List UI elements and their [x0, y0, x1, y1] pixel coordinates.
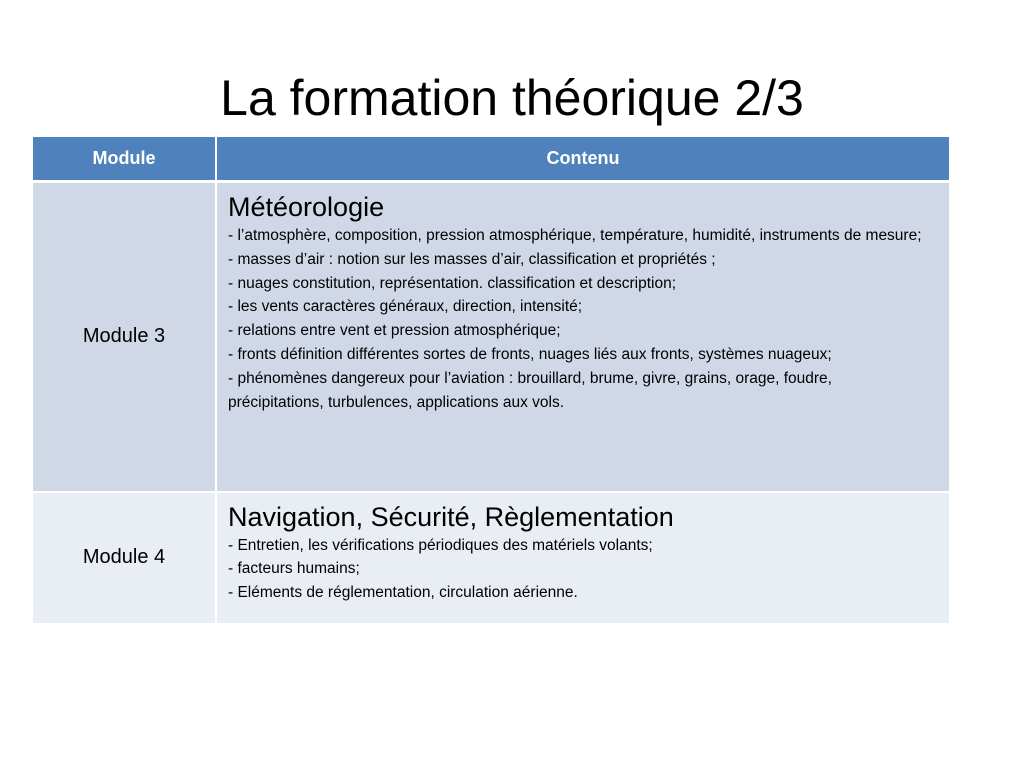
- module-content-cell: [216, 492, 949, 624]
- content-line: - fronts définition différentes sortes de fronts, nuages liés aux fronts, systèmes nuageux;: [228, 345, 832, 363]
- module-heading: Météorologie: [228, 192, 385, 222]
- module-table: [33, 137, 949, 625]
- module-content-cell: [216, 182, 949, 492]
- content-line: précipitations, turbulences, applications aux vols.: [228, 393, 565, 411]
- content-line: - facteurs humains;: [228, 560, 360, 578]
- module-name-cell: Module 4: [33, 492, 216, 624]
- content-line: - les vents caractères généraux, direction, intensité;: [228, 298, 583, 316]
- module-heading: Navigation, Sécurité, Règlementation: [228, 501, 674, 532]
- table-row: [33, 492, 949, 624]
- content-line: - l’atmosphère, composition, pression atmosphérique, température, humidité, instruments de mesure;: [228, 227, 922, 244]
- table-header-row: [33, 137, 949, 182]
- table-row: [33, 182, 949, 492]
- content-line: - nuages constitution, représentation. classification et description;: [228, 274, 677, 292]
- content-line: - phénomènes dangereux pour l’aviation : brouillard, brume, givre, grains, orage, foudre,: [228, 369, 832, 387]
- header-module: Module: [33, 137, 216, 182]
- slide-title: La formation théorique 2/3: [220, 70, 804, 126]
- content-line: - Entretien, les vérifications périodiques des matériels volants;: [228, 536, 653, 554]
- module-name-cell: Module 3: [33, 182, 216, 492]
- content-line: - Eléments de réglementation, circulation aérienne.: [228, 584, 578, 602]
- content-line: - masses d’air : notion sur les masses d’air, classification et propriétés ;: [228, 250, 716, 268]
- header-contenu: Contenu: [216, 137, 949, 182]
- content-line: - relations entre vent et pression atmosphérique;: [228, 322, 561, 340]
